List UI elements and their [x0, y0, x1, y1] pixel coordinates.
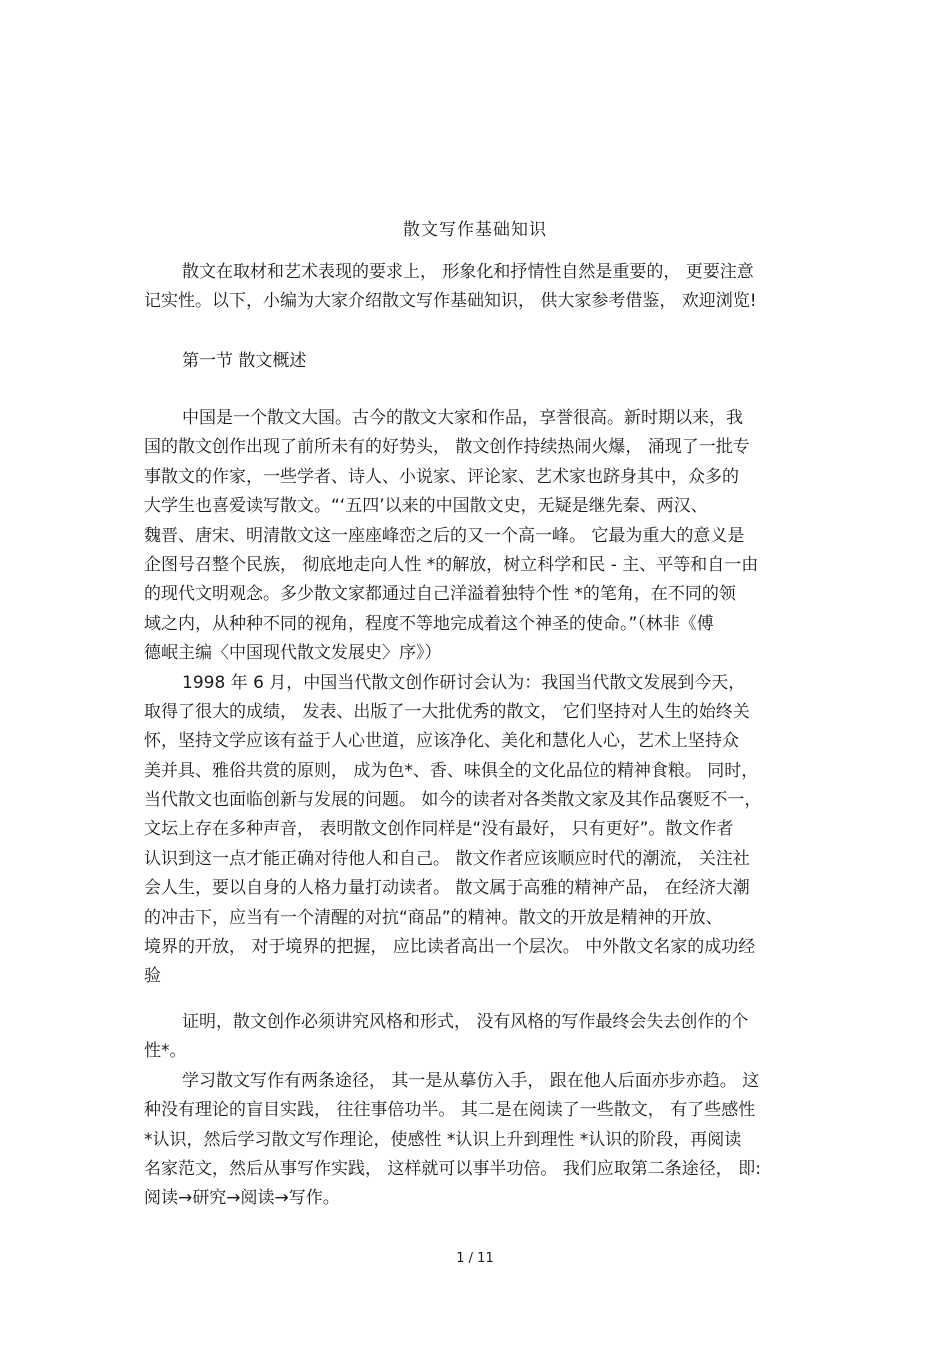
page-number: 1 / 11: [456, 1251, 494, 1266]
text-line: 文坛上存在多种声音， 表明散文创作同样是“没有最好， 只有更好”。散文作者: [144, 819, 734, 840]
text-line: 企图号召整个民族， 彻底地走向人性 *的解放，树立科学和民 - 主、平等和自一由: [144, 554, 759, 575]
text-line: 事散文的作家，一些学者、诗人、小说家、评论家、艺术家也跻身其中，众多的: [144, 466, 739, 487]
text-line: 记实性。以下，小编为大家介绍散文写作基础知识， 供大家参考借鉴， 欢迎浏览!: [144, 291, 757, 312]
text-line: 证明，散文创作必须讲究风格和形式， 没有风格的写作最终会失去创作的个: [182, 1012, 749, 1032]
text-line: 美并具、雅俗共赏的原则， 成为色*、香、味俱全的文化品位的精神食粮。 同时，: [144, 760, 759, 781]
text-line: 魏晋、唐宋、明清散文这一座座峰峦之后的又一个高一峰。 它最为重大的意义是: [144, 525, 745, 546]
text-line: 的现代文明观念。多少散文家都通过自己洋溢着独特个性 *的笔角，在不同的领: [144, 584, 736, 605]
text-line: 种没有理论的盲目实践， 往往事倍功半。 其二是在阅读了一些散文， 有了些感性: [144, 1100, 756, 1121]
text-line: 会人生，要以自身的人格力量打动读者。 散文属于高雅的精神产品， 在经济大潮: [144, 878, 750, 899]
text-line: 取得了很大的成绩， 发表、出版了一大批优秀的散文， 它们坚持对人生的始终关: [144, 701, 750, 722]
text-line: 大学生也喜爱读写散文。“‘五四’以来的中国散文史，无疑是继先秦、两汉、: [144, 496, 708, 517]
text-line: 的冲击下，应当有一个清醒的对抗“商品”的精神。散文的开放是精神的开放、: [144, 907, 723, 928]
text-line: 域之内，从种种不同的视角，程度不等地完成着这个神圣的使命。”（林非《傅: [144, 613, 714, 634]
paragraph-1: [144, 404, 814, 992]
text-line: *认识，然后学习散文写作理论，使感性 *认识上升到理性 *认识的阶段，再阅读: [144, 1129, 742, 1150]
text-line: 认识到这一点才能正确对待他人和自己。 散文作者应该顺应时代的潮流， 关注社: [144, 848, 750, 869]
text-line: 名家范文，然后从事写作实践， 这样就可以事半功倍。 我们应取第二条途径， 即:: [144, 1158, 761, 1179]
text-line: 境界的开放， 对于境界的把握， 应比读者高出一个层次。 中外散文名家的成功经: [144, 937, 756, 958]
text-line: 德岷主编〈中国现代散文发展史〉序》）: [144, 643, 442, 664]
text-line: 性*。: [144, 1041, 187, 1062]
text-line: 当代散文也面临创新与发展的问题。 如今的读者对各类散文家及其作品褒贬不一，: [144, 790, 762, 811]
text-line: 怀，坚持文学应该有益于人心世道，应该净化、美化和慧化人心，艺术上坚持众: [144, 731, 739, 752]
text-line: 验: [144, 966, 161, 987]
text-line: 1998 年 6 月，中国当代散文创作研讨会认为：我国当代散文发展到今天，: [182, 672, 746, 693]
document-title: 散文写作基础知识: [403, 220, 547, 240]
text-line: 阅读→研究→阅读→写作。: [144, 1188, 340, 1209]
text-line: 国的散文创作出现了前所未有的好势头， 散文创作持续热闹火爆， 涌现了一批专: [144, 437, 750, 458]
paragraph-3: [144, 1008, 814, 1214]
intro-paragraph: [144, 258, 814, 317]
text-line: 散文在取材和艺术表现的要求上， 形象化和抒情性自然是重要的， 更要注意: [182, 262, 754, 282]
text-line: 中国是一个散文大国。古今的散文大家和作品，享誉很高。新时期以来，我: [182, 408, 743, 428]
section-heading: 第一节 散文概述: [182, 351, 307, 371]
text-line: 学习散文写作有两条途径， 其一是从摹仿入手， 跟在他人后面亦步亦趋。 这: [182, 1070, 760, 1091]
